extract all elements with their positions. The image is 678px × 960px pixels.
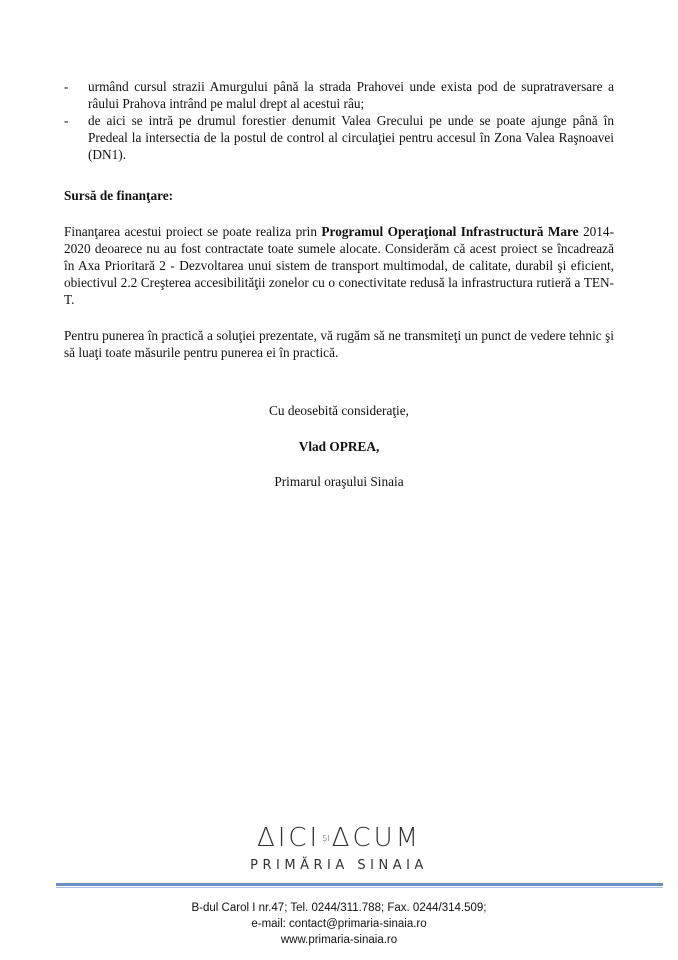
bullet-text: urmând cursul strazii Amurgului până la strada Prahovei unde exista pod de supratraversare a râului Prahova intrând pe malul drept al acestui râu; (88, 79, 614, 111)
closing-salutation: Cu deosebită consideraţie, (269, 403, 409, 418)
bullet-text: de aici se intră pe drumul forestier denumit Valea Grecului pe unde se poate ajunge până în Predeal la intersectia de la postul de control al circulaţiei pentru accesul în Zona Valea Raşnoavei (DN1). (88, 113, 614, 162)
footer-contact (0, 900, 678, 948)
list-item (64, 112, 614, 163)
paragraph-text-start: Finanţarea acestui proiect se poate realiza prin (64, 224, 322, 239)
logo-subtitle: PRIMĂRIA SINAIA (250, 858, 428, 873)
list-item (64, 78, 614, 112)
signatory-title: Primarul oraşului Sinaia (274, 474, 404, 489)
logo-text-left: ΔICI (256, 823, 321, 853)
financing-paragraph (64, 223, 614, 308)
letter-body (64, 78, 614, 374)
bullet-marker: - (64, 113, 69, 128)
footer-website: www.primaria-sinaia.ro (280, 934, 398, 946)
bullet-marker: - (64, 79, 69, 94)
program-name: Programul Operaţional Infrastructură Mare (321, 224, 579, 239)
request-paragraph: Pentru punerea în practică a soluţiei prezentate, vă rugăm să ne transmiteţi un punct de vedere tehnic şi să luaţi toate măsurile pentru punerea ei în practică. (64, 328, 614, 360)
logo-text-right: ΔCUM (331, 823, 422, 853)
footer-divider-thin (56, 887, 663, 888)
footer-email: e-mail: contact@primaria-sinaia.ro (251, 918, 427, 930)
footer-divider (56, 883, 663, 886)
route-bullet-list (64, 78, 614, 163)
aici-acum-logo (0, 823, 678, 853)
footer-address: B-dul Carol I nr.47; Tel. 0244/311.788; Fax. 0244/314.509; (191, 902, 487, 914)
section-heading: Sursă de finanţare: (64, 188, 174, 203)
logo-text-si: ȘI (322, 834, 330, 843)
signatory-name: Vlad OPREA, (298, 439, 380, 454)
paragraph-text-end: 2014-2020 deoarece nu au fost contractate toate sumele alocate. Considerăm că acest proiect se încadrează în Axa Prioritară 2 - Dezvoltarea unui sistem de transport multimodal, de calitate, durabil şi eficient, obiectivul 2.2 Creşterea accesibilităţii zonelor cu o conectivitate redusă la infrastructura rutieră a TEN-T. (64, 224, 615, 307)
